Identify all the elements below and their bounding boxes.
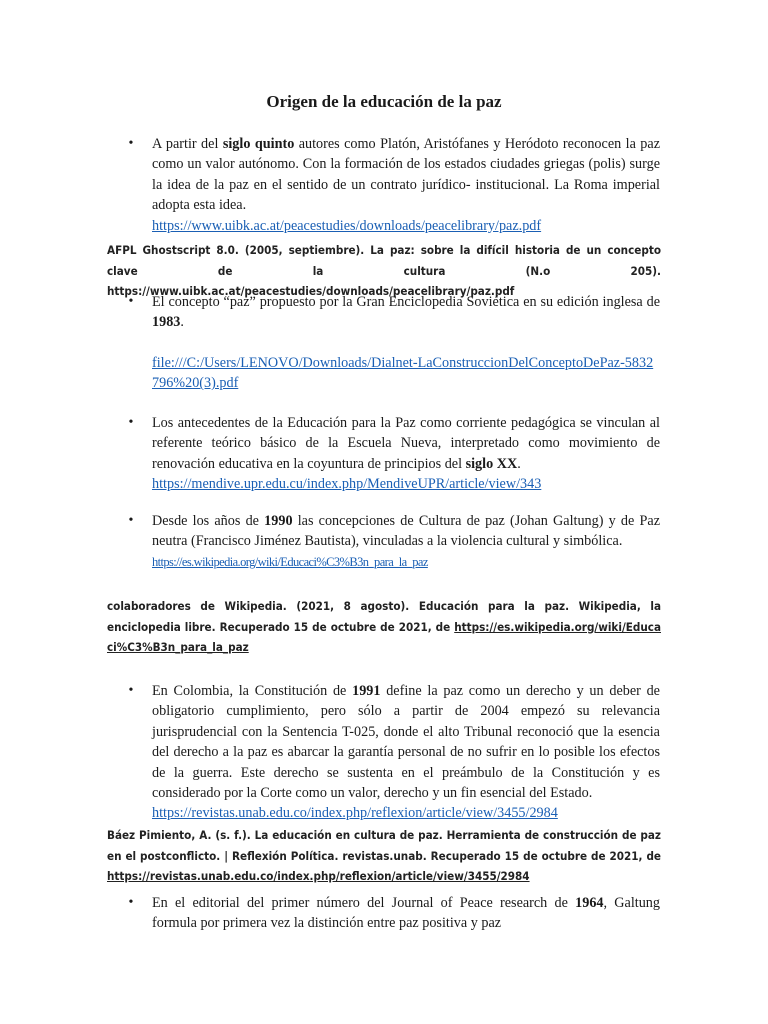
citation-link[interactable]: https://es.wikipedia.org/wiki/Educaci%C3%B3n_para_la_paz: [107, 619, 661, 654]
item-link[interactable]: file:///C:/Users/LENOVO/Downloads/Dialnet-LaConstruccionDelConceptoDePaz-5832796%20(3).pdf: [152, 354, 654, 392]
item-link[interactable]: https://mendive.upr.edu.cu/index.php/MendiveUPR/article/view/343: [152, 476, 542, 493]
item-bold-text: siglo quinto: [222, 136, 295, 152]
citation-text: colaboradores de Wikipedia. (2021, 8 agosto). Educación para la paz. Wikipedia, la enciclopedia libre. Recuperado 15 de octubre de 2021, de: [107, 599, 661, 634]
bullet-item: [128, 681, 660, 824]
item-bold-text: 1964: [575, 895, 604, 911]
item-text: las concepciones de Cultura de paz (Johan Galtung) y de Paz neutra (Francisco Jiménez Bautista), vinculadas a la violencia cultural y simbólica.: [152, 513, 660, 550]
item-bold-text: 1991: [352, 683, 381, 699]
item-text: En Colombia, la Constitución de: [152, 683, 353, 699]
citation: [107, 596, 661, 658]
item-bold-text: 1990: [264, 513, 293, 529]
citation-link[interactable]: https://revistas.unab.edu.co/index.php/reflexion/article/view/3455/2984: [107, 869, 530, 883]
item-link[interactable]: https://es.wikipedia.org/wiki/Educaci%C3%B3n_para_la_paz: [152, 554, 428, 569]
item-text: , Galtung formula por primera vez la distinción entre paz positiva y paz: [152, 895, 660, 932]
bullet-icon: •: [128, 513, 134, 528]
bullet-icon: •: [128, 136, 134, 151]
bullet-icon: •: [128, 895, 134, 910]
bullet-item: [128, 134, 660, 236]
item-text: define la paz como un derecho y un deber de obligatorio cumplimiento, pero sólo a partir de 2004 empezó su relevancia jurisprudencial con la Sentencia T-025, donde el alto Tribunal reconoció que la esencia del derecho a la paz es abarcar la garantía personal de no sufrir en lo posible los efectos de la guerra. Este derecho se sustenta en el preámbulo de la Constitución y es considerado por la Corte como un valor, derecho y un fin esencial del Estado.: [152, 683, 660, 802]
item-bold-text: 1983: [152, 314, 181, 331]
bullet-icon: •: [128, 683, 134, 698]
citation-text: AFPL Ghostscript 8.0. (2005, septiembre). La paz: sobre la difícil historia de un concepto clave de la cultura (N.o 205). https://www.uibk.ac.at/peacestudies/downloads/peacelibrary/paz.pdf: [107, 243, 661, 298]
bullet-icon: •: [128, 415, 134, 430]
item-text: Los antecedentes de la Educación para la Paz como corriente pedagógica se vinculan al referente teórico básico de la Escuela Nueva, interpretado como movimiento de renovación educativa en la coyuntura de principios del: [152, 415, 660, 472]
item-link[interactable]: https://www.uibk.ac.at/peacestudies/downloads/peacelibrary/paz.pdf: [152, 217, 542, 234]
item-link[interactable]: https://revistas.unab.edu.co/index.php/reflexion/article/view/3455/2984: [152, 805, 558, 822]
bullet-item: [128, 511, 660, 572]
bullet-item: [128, 292, 660, 394]
item-text: .: [517, 455, 521, 472]
item-text: autores como Platón, Aristófanes y Heródoto reconocen la paz como un valor autónomo. Con la formación de los estados ciudades griegas (polis) surge la idea de la paz en el sentido de un contrato jurídico- institucional. La Roma imperial adopta esta idea.: [152, 136, 660, 214]
citation: [107, 825, 661, 887]
item-text: .: [180, 314, 184, 331]
item-text: En el editorial del primer número del Journal of Peace research de: [152, 895, 576, 911]
bullet-icon: •: [128, 294, 134, 309]
bullet-item: [128, 893, 660, 934]
item-text: El concepto “paz” propuesto por la Gran Enciclopedia Soviética en su edición inglesa de: [152, 294, 660, 310]
citation-text: Báez Pimiento, A. (s. f.). La educación en cultura de paz. Herramienta de construcción de paz en el postconflicto. | Reflexión Política. revistas.unab. Recuperado 15 de octubre de 2021, de: [107, 828, 661, 863]
bullet-item: [128, 413, 660, 495]
item-text: A partir del: [152, 136, 223, 152]
item-text: Desde los años de: [152, 513, 265, 529]
document-title: Origen de la educación de la paz: [266, 92, 502, 111]
item-bold-text: siglo XX: [465, 455, 518, 472]
